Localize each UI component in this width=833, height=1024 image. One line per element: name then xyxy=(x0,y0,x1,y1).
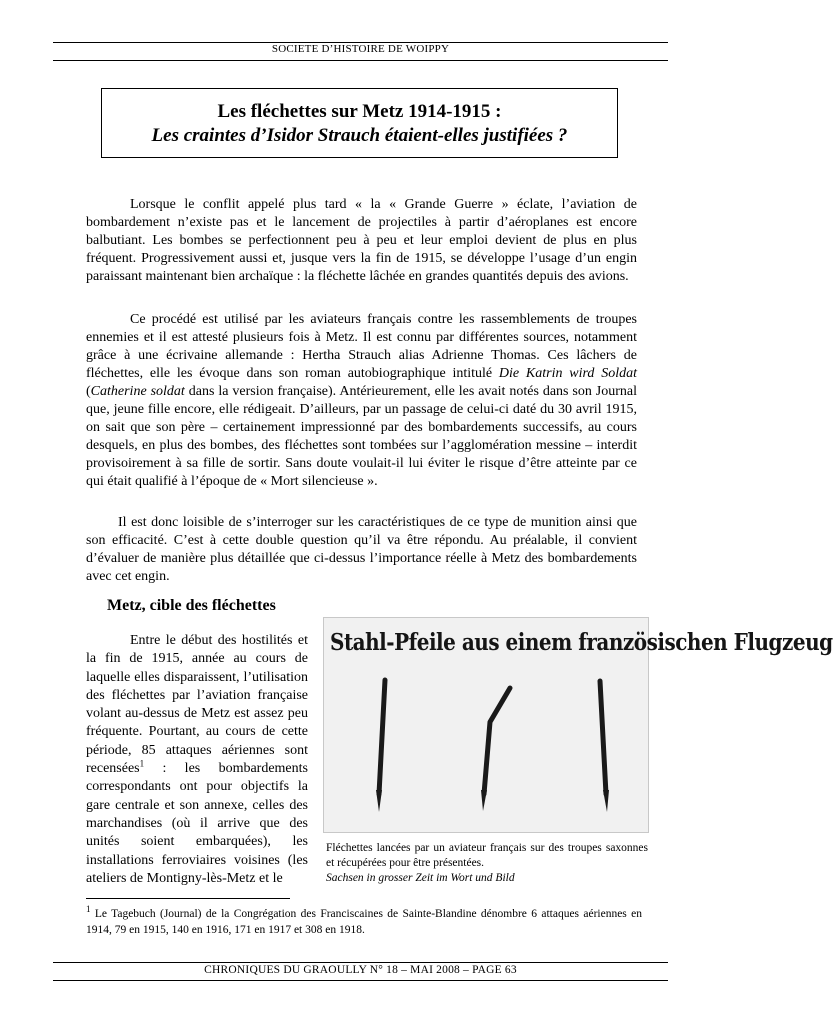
intro-p2-part-b: ( xyxy=(86,384,91,399)
section-column-text xyxy=(86,632,308,888)
intro-p2-part-a: Ce procédé est utilisé par les aviateurs français contre les rassemblements de troupes ennemies et il est attesté plusieurs fois à Metz. Il est connu par différentes sources, notamment grâce à une écrivaine allemande : Hertha Strauch alias Adrienne Thomas. Ces lâchers de fléchettes, elle les évoque dans son roman autobiographique intitulé xyxy=(86,312,637,381)
intro-p3-text: Il est donc loisible de s’interroger sur les caractéristiques de ce type de munition ainsi que son efficacité. C’est à cette double question qu’il va être répondu. Au préalable, il convient d’évaluer de manière plus détaillée que ci-dessus l’importance réelle à Metz des bombardements avec cet engin. xyxy=(86,515,637,584)
title-box xyxy=(101,88,618,158)
footer-top-rule xyxy=(53,962,668,963)
section-paragraph xyxy=(86,632,308,888)
intro-p1-text: Lorsque le conflit appelé plus tard « la « Grande Guerre » éclate, l’aviation de bombardement n’existe pas et le lancement de projectiles à partir d’aéroplanes est encore balbutiant. Les bombes se perfectionnent peu à peu et leur emploi devient de plus en plus fréquent. Progressivement aussi et, jusque vers la fin de 1915, se développe l’usage d’un engin paraissant maintenant bien archaïque : la fléchette lâchée en grandes quantités depuis des avions. xyxy=(86,197,637,284)
section-text-b: : les bombardements correspondants ont pour objectifs la gare centrale et son annexe, celles des marchandises (où il arrive que des unités soient embarquées), les installations ferroviaires voisines (les ateliers de Montigny-lès-Metz et le xyxy=(86,761,308,886)
running-footer: CHRONIQUES DU GRAOULLY N° 18 – MAI 2008 – PAGE 63 xyxy=(204,964,517,976)
caption-source: Sachsen in grosser Zeit im Wort und Bild xyxy=(326,872,515,884)
article-title: Les fléchettes sur Metz 1914-1915 : xyxy=(217,101,502,122)
footnote-number: 1 xyxy=(86,904,91,915)
header-bottom-rule xyxy=(53,60,668,61)
footnote-separator xyxy=(86,898,290,899)
running-header: SOCIETE D’HISTOIRE DE WOIPPY xyxy=(271,43,450,55)
footnote xyxy=(86,906,642,938)
flechette-left xyxy=(376,680,385,812)
intro-paragraph-3 xyxy=(86,514,637,586)
section-text-a: Entre le début des hostilités et la fin de 1915, année au cours de laquelle elles disparaissent, l’utilisation des fléchettes par l’aviation française volant au-dessus de Metz est assez peu fréquente. Pourtant, au cours de cette période, 85 attaques aériennes sont recensées xyxy=(86,633,308,777)
footnote-text: Le Tagebuch (Journal) de la Congrégation des Franciscaines de Sainte-Blandine dénombre 6 attaques aériennes en 1914, 79 en 1915, 140 en 1916, 171 en 1917 et 308 en 1918. xyxy=(86,908,642,936)
flechettes-illustration xyxy=(324,618,833,832)
book-title-german: Die Katrin wird Soldat xyxy=(498,366,637,381)
intro-paragraph-1 xyxy=(86,196,637,286)
intro-p2-text xyxy=(86,311,637,491)
book-title-french: Catherine soldat xyxy=(90,384,185,399)
footer-bottom-rule xyxy=(53,980,668,981)
intro-p2-part-c: dans la version française). Antérieurement, elle les avait notés dans son Journal que, jeune fille encore, elle rédigeait. D’ailleurs, par un passage de celui-ci daté du 30 avril 1915, on sait que son père – certainement impressionné par des bombardements successifs, au cours desquels, en plus des bombes, des fléchettes sont tombées sur l’agglomération messine – interdit provisoirement à sa fille de sortir. Sans doute voulait-il lui éviter le risque d’être atteinte par ce qui était qualifié à l’époque de « Mort silencieuse ». xyxy=(86,384,637,489)
flechettes-photo xyxy=(323,617,833,833)
article-subtitle: Les craintes d’Isidor Strauch étaient-elles justifiées ? xyxy=(151,125,568,146)
figure-caption xyxy=(326,841,648,886)
photo-heading-text: Stahl-Pfeile aus einem französischen Flugzeug xyxy=(330,628,833,656)
section-heading: Metz, cible des fléchettes xyxy=(107,597,276,614)
footnote-reference: 1 xyxy=(139,758,145,769)
intro-paragraph-2 xyxy=(86,311,637,491)
flechette-bent xyxy=(481,688,510,811)
caption-text: Fléchettes lancées par un aviateur français sur des troupes saxonnes et récupérées pour être présentées. xyxy=(326,842,648,869)
flechette-right xyxy=(600,681,609,812)
